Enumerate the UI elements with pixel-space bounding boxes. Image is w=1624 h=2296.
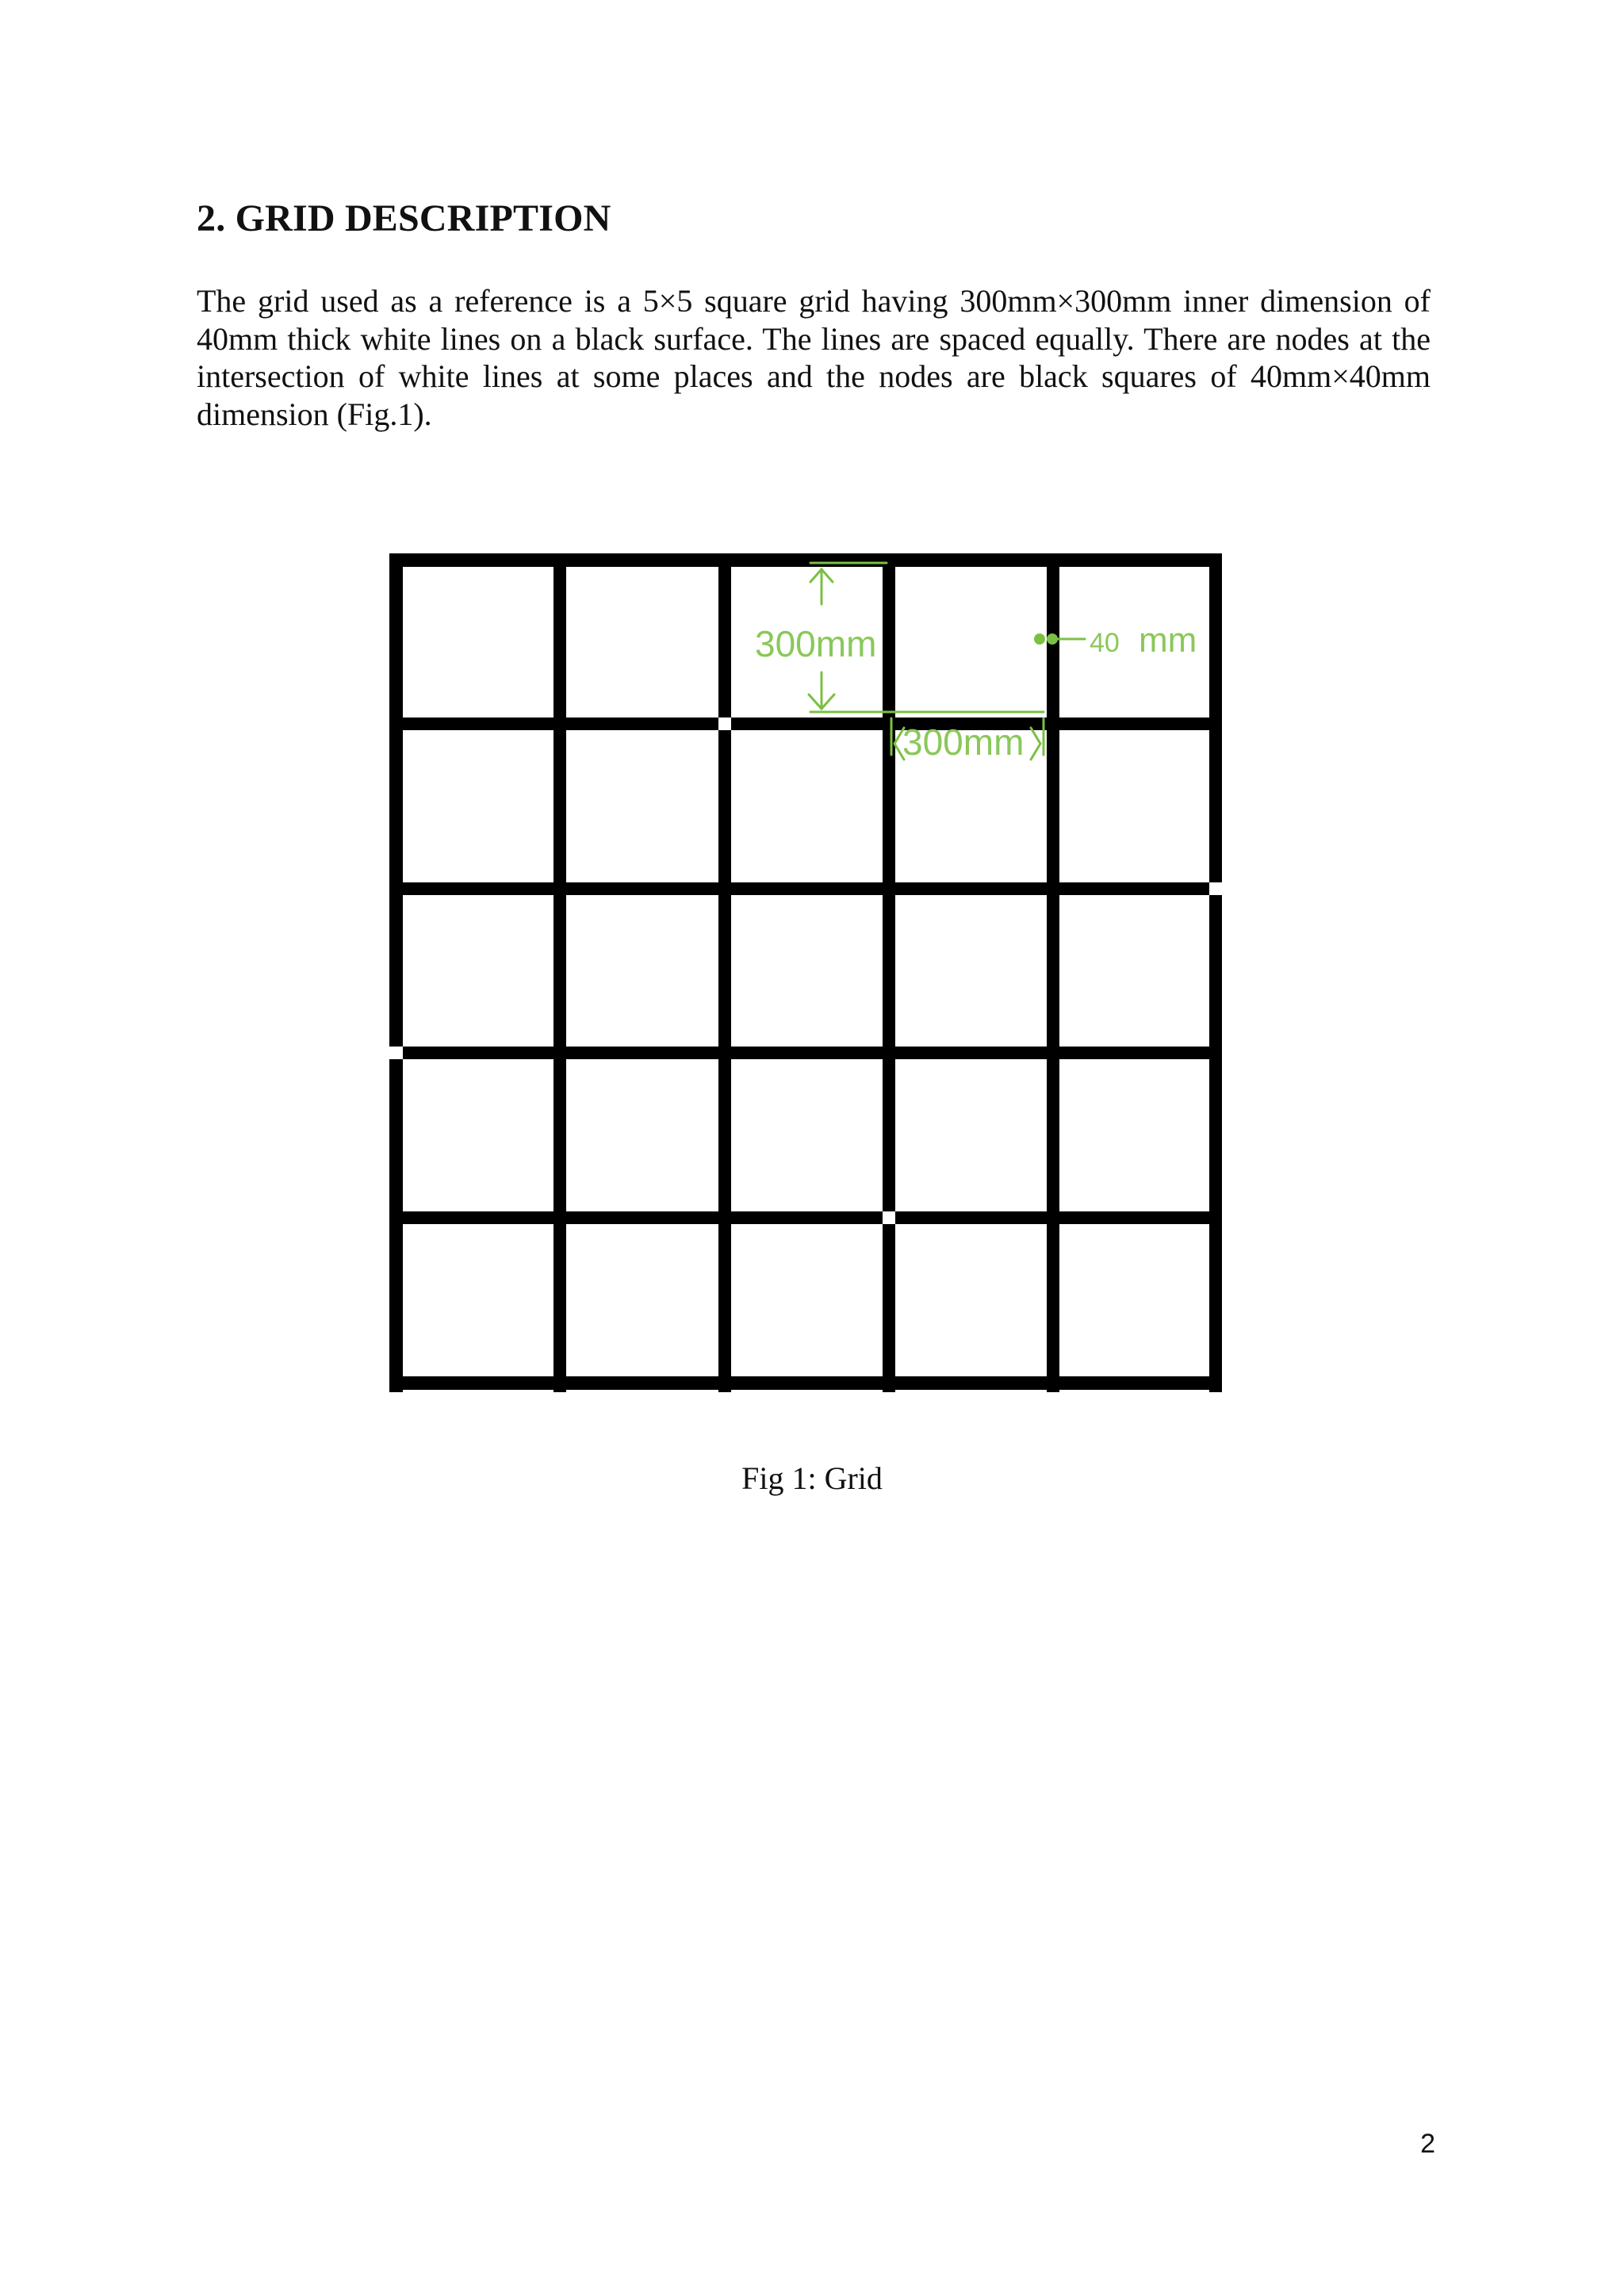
grid-figure xyxy=(387,547,1224,1394)
figure-caption: Fig 1: Grid xyxy=(741,1460,883,1496)
grid-node xyxy=(389,1047,403,1059)
thickness-marker-dot xyxy=(1034,633,1045,645)
grid-line-h5 xyxy=(389,1211,1222,1224)
section-heading: 2. GRID DESCRIPTION xyxy=(197,197,611,239)
grid-line-h1 xyxy=(389,553,1222,567)
grid-diagram xyxy=(387,547,1224,1394)
thickness-marker-dot xyxy=(1047,633,1058,645)
page-number: 2 xyxy=(1420,2129,1435,2159)
grid-line-v3 xyxy=(718,553,731,1392)
grid-line-v5 xyxy=(1047,553,1059,1392)
grid-line-v1 xyxy=(389,553,403,1392)
cell-width-label: 300mm xyxy=(902,721,1025,763)
grid-description-paragraph: The grid used as a reference is a 5×5 square grid having 300mm×300mm inner dimension of 40mm thick white lines on a black surface. The lines are spaced equally. There are nodes at the intersection of white lines at some places and the nodes are black squares of 40mm×40mm dimension (Fig.1). xyxy=(197,283,1431,432)
grid-line-h4 xyxy=(389,1047,1222,1059)
grid-node xyxy=(883,1211,895,1224)
line-thickness-unit: mm xyxy=(1139,621,1197,660)
grid-line-v2 xyxy=(553,553,566,1392)
grid-line-v4 xyxy=(883,553,895,1392)
line-thickness-number: 40 xyxy=(1090,628,1120,658)
grid-node xyxy=(1209,882,1222,895)
grid-line-h6 xyxy=(389,1376,1222,1390)
cell-height-label: 300mm xyxy=(755,623,877,664)
grid-line-v6 xyxy=(1209,553,1222,1392)
grid-line-h3 xyxy=(389,882,1222,895)
grid-node xyxy=(718,718,731,730)
grid-line-h2 xyxy=(389,718,1222,730)
